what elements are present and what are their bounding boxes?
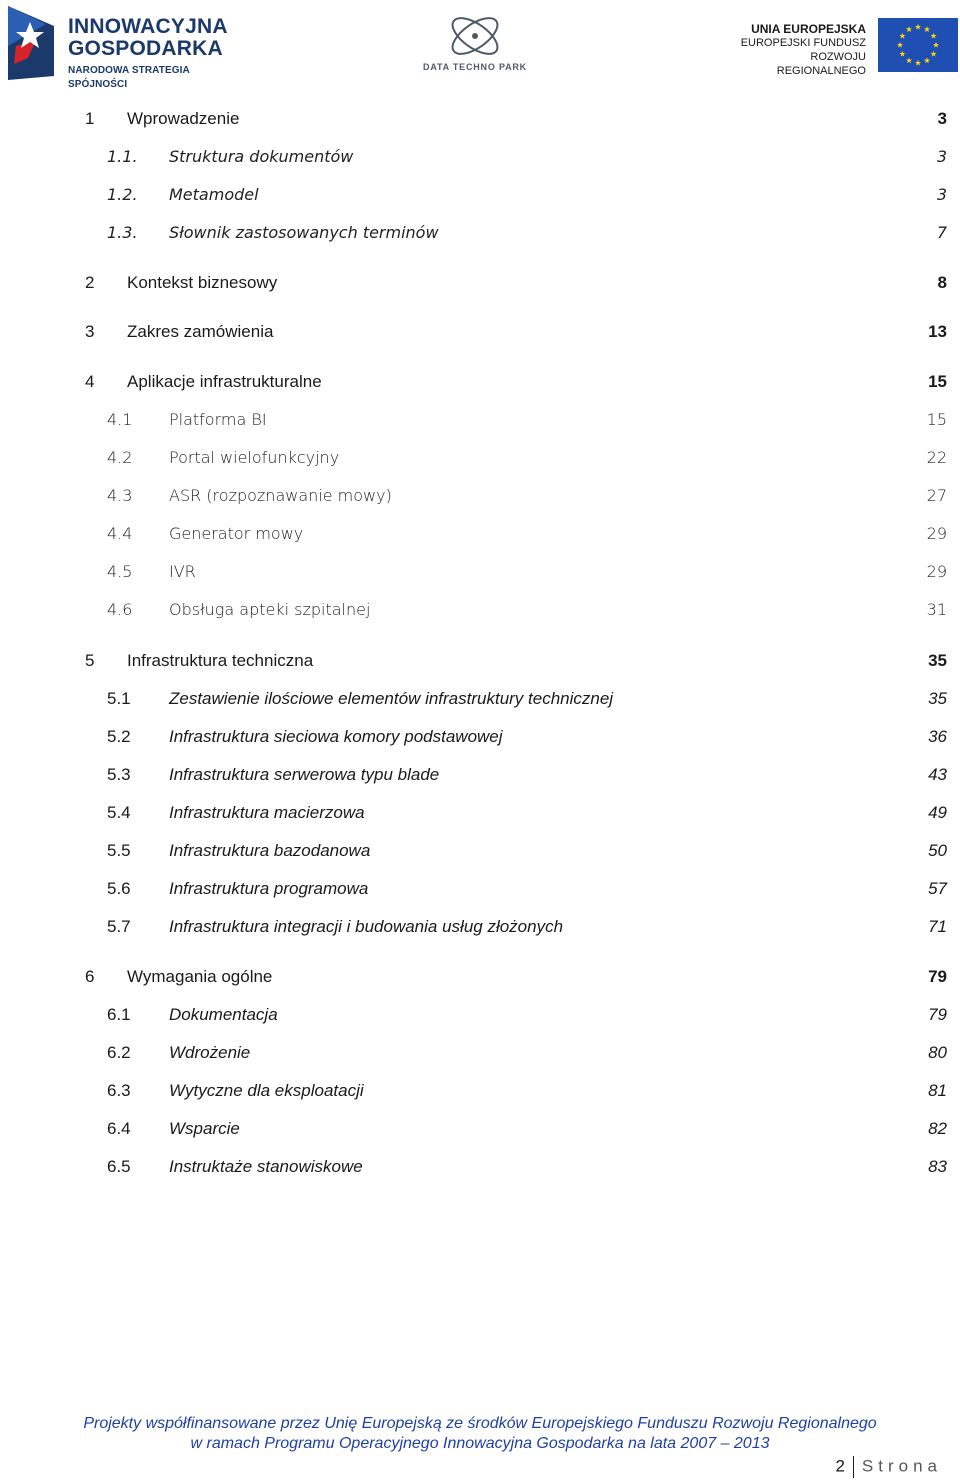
toc-entry[interactable]	[0, 560, 960, 584]
toc-entry-number: 4.2	[107, 448, 133, 467]
toc-entry[interactable]	[0, 687, 960, 711]
toc-entry-number: 5.5	[107, 841, 131, 860]
toc-entry[interactable]	[0, 1117, 960, 1141]
toc-entry[interactable]	[0, 408, 960, 432]
toc-entry[interactable]	[0, 598, 960, 622]
toc-entry-title: Wymagania ogólne	[127, 967, 273, 986]
toc-entry[interactable]	[0, 965, 960, 989]
toc-entry-title: Infrastruktura macierzowa	[169, 803, 365, 822]
toc-entry[interactable]	[0, 763, 960, 787]
toc-entry[interactable]	[0, 271, 960, 295]
toc-entry[interactable]	[0, 1079, 960, 1103]
dtp-logo-text: DATA TECHNO PARK	[423, 62, 527, 72]
toc-entry-page: 27	[926, 486, 947, 505]
toc-entry-page: 81	[928, 1081, 947, 1100]
toc-entry-number: 6.1	[107, 1005, 131, 1024]
toc-entry-number: 6.3	[107, 1081, 131, 1100]
toc-entry-number: 5.6	[107, 879, 131, 898]
toc-entry[interactable]	[0, 1041, 960, 1065]
toc-entry-page: 29	[926, 524, 947, 543]
toc-entry-number: 4.1	[107, 410, 133, 429]
toc-entry-page: 22	[926, 448, 947, 467]
toc-entry[interactable]	[0, 877, 960, 901]
toc-entry[interactable]	[0, 839, 960, 863]
toc-entry-title: ASR (rozpoznawanie mowy)	[169, 486, 392, 505]
toc-entry-title: Infrastruktura techniczna	[127, 651, 314, 670]
toc-entry-title: Zakres zamówienia	[127, 322, 274, 341]
toc-entry-page: 29	[926, 562, 947, 581]
toc-entry-number: 6.5	[107, 1157, 131, 1176]
toc-entry-page: 79	[928, 1005, 947, 1024]
toc-entry-page: 80	[928, 1043, 947, 1062]
unia-europejska-logo	[728, 18, 958, 77]
toc-entry-title: Platforma BI	[169, 410, 267, 429]
toc-entry[interactable]	[0, 446, 960, 470]
page-number-value: 2	[835, 1456, 845, 1476]
toc-entry-title: Wprowadzenie	[127, 109, 240, 128]
toc-entry-number: 6.2	[107, 1043, 131, 1062]
toc-entry[interactable]	[0, 145, 960, 169]
footer-line2: w ramach Programu Operacyjnego Innowacyjna Gospodarka na lata 2007 – 2013	[190, 1435, 770, 1452]
toc-entry-title: Portal wielofunkcyjny	[169, 448, 340, 467]
ue-logo-line3: ROZWOJU REGIONALNEGO	[776, 51, 866, 77]
toc-entry-title: Wdrożenie	[169, 1043, 251, 1062]
toc-entry-number: 5.3	[107, 765, 131, 784]
toc-entry-title: Generator mowy	[169, 524, 304, 543]
toc-entry-number: 5.1	[107, 689, 131, 708]
toc-entry[interactable]	[0, 1003, 960, 1027]
toc-entry-number: 6	[85, 967, 95, 986]
toc-entry-number: 5	[85, 651, 95, 670]
toc-entry-title: Struktura dokumentów	[169, 147, 354, 166]
toc-entry-number: 4.6	[107, 600, 133, 619]
eu-flag-icon	[878, 18, 958, 72]
page-footer	[0, 1414, 960, 1454]
toc-entry-title: Słownik zastosowanych terminów	[169, 223, 439, 242]
toc-entry-page: 3	[936, 147, 947, 166]
toc-entry[interactable]	[0, 221, 960, 245]
toc-entry-number: 4.4	[107, 524, 133, 543]
toc-entry-title: Infrastruktura bazodanowa	[169, 841, 371, 860]
toc-entry-title: Infrastruktura serwerowa typu blade	[169, 765, 440, 784]
toc-entry-page: 71	[928, 917, 947, 936]
toc-entry-title: Infrastruktura programowa	[169, 879, 369, 898]
toc-entry-number: 4.3	[107, 486, 133, 505]
toc-entry[interactable]	[0, 484, 960, 508]
toc-entry-number: 3	[85, 322, 95, 341]
toc-entry-page: 49	[928, 803, 947, 822]
toc-entry[interactable]	[0, 107, 960, 131]
toc-entry-number: 5.2	[107, 727, 131, 746]
ue-logo-line1: UNIA EUROPEJSKA	[751, 22, 866, 36]
toc-entry-title: Obsługa apteki szpitalnej	[169, 600, 371, 619]
data-techno-park-logo	[420, 12, 530, 78]
innowacyjna-gospodarka-logo	[6, 6, 236, 90]
toc-entry-title: Zestawienie ilościowe elementów infrastruktury technicznej	[169, 689, 614, 708]
toc-entry[interactable]	[0, 801, 960, 825]
toc-entry-number: 1.2.	[107, 185, 138, 204]
toc-entry-number: 4	[85, 372, 95, 391]
ig-flag-icon	[6, 6, 62, 80]
toc-entry-number: 1.3.	[107, 223, 138, 242]
toc-entry-page: 35	[928, 651, 947, 670]
toc-entry[interactable]	[0, 915, 960, 939]
toc-entry-page: 83	[928, 1157, 947, 1176]
page-number	[835, 1456, 942, 1478]
toc-entry-title: Metamodel	[169, 185, 259, 204]
toc-entry-number: 1	[85, 109, 95, 128]
toc-entry-page: 36	[928, 727, 947, 746]
toc-entry-page: 3	[936, 185, 947, 204]
toc-entry-page: 82	[928, 1119, 947, 1138]
toc-entry-page: 15	[926, 410, 947, 429]
toc-entry-title: Aplikacje infrastrukturalne	[127, 372, 322, 391]
toc-entry-title: Infrastruktura sieciowa komory podstawowej	[169, 727, 503, 746]
toc-entry-page: 3	[937, 109, 947, 128]
toc-entry[interactable]	[0, 1155, 960, 1179]
ig-logo-line1: INNOWACYJNA	[68, 15, 228, 38]
toc-entry-title: Wytyczne dla eksploatacji	[169, 1081, 364, 1100]
toc-entry-page: 15	[928, 372, 947, 391]
ue-logo-line2: EUROPEJSKI FUNDUSZ	[740, 37, 866, 49]
toc-entry-title: Instruktaże stanowiskowe	[169, 1157, 363, 1176]
page-header	[0, 0, 960, 90]
page-number-label: Strona	[861, 1456, 942, 1476]
atom-orbit-icon	[420, 12, 530, 62]
toc-entry-title: Infrastruktura integracji i budowania usług złożonych	[169, 917, 564, 936]
toc-entry-page: 8	[937, 273, 947, 292]
toc-entry[interactable]	[0, 183, 960, 207]
page-number-separator	[853, 1456, 854, 1478]
toc-entry[interactable]	[0, 522, 960, 546]
toc-entry-title: Kontekst biznesowy	[127, 273, 278, 292]
toc-entry[interactable]	[0, 649, 960, 673]
toc-entry-number: 2	[85, 273, 95, 292]
toc-entry-number: 5.7	[107, 917, 131, 936]
toc-entry-title: IVR	[169, 562, 196, 581]
toc-entry[interactable]	[0, 370, 960, 394]
toc-entry[interactable]	[0, 725, 960, 749]
ig-logo-line2: GOSPODARKA	[68, 37, 223, 60]
toc-entry-number: 6.4	[107, 1119, 131, 1138]
toc-entry-number: 5.4	[107, 803, 131, 822]
toc-entry-page: 79	[928, 967, 947, 986]
toc-entry-page: 13	[928, 322, 947, 341]
footer-line1: Projekty współfinansowane przez Unię Europejską ze środków Europejskiego Funduszu Rozwoju Regionalnego	[83, 1415, 877, 1432]
ig-logo-line3: NARODOWA STRATEGIA SPÓJNOŚCI	[68, 65, 190, 90]
toc-entry-page: 43	[928, 765, 947, 784]
toc-entry-number: 4.5	[107, 562, 133, 581]
toc-entry[interactable]	[0, 320, 960, 344]
toc-entry-page: 7	[936, 223, 947, 242]
toc-entry-number: 1.1.	[107, 147, 138, 166]
toc-entry-page: 50	[928, 841, 947, 860]
toc-entry-page: 35	[928, 689, 947, 708]
toc-entry-page: 57	[928, 879, 947, 898]
toc-entry-title: Wsparcie	[169, 1119, 240, 1138]
toc-entry-page: 31	[926, 600, 947, 619]
toc-entry-title: Dokumentacja	[169, 1005, 278, 1024]
